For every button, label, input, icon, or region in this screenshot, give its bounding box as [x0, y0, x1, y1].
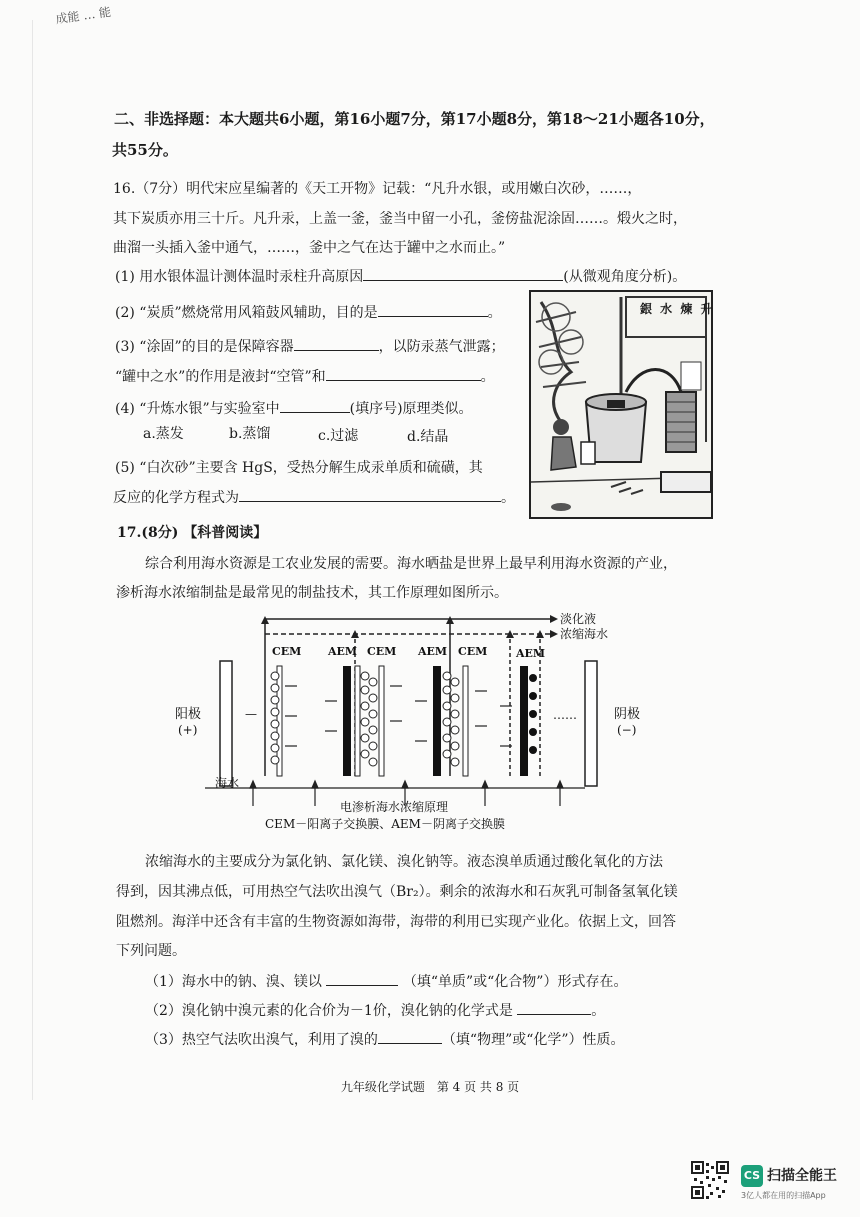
q16-part3-cont — [115, 366, 495, 386]
q17-sub1-text: （1）海水中的钠、溴、镁以 — [145, 974, 322, 990]
label-cathode-sign: (−) — [617, 723, 637, 737]
q17-sub3-tail: （填“物理”或“化学”）性质。 — [441, 1032, 625, 1048]
label-dots: …… — [553, 708, 577, 722]
illustration-title: 銀 水 煉 升 — [640, 302, 715, 316]
q16-part3 — [115, 336, 505, 356]
q16-part4 — [115, 398, 473, 418]
q17-para2: 渗析海水浓缩制盐是最常见的制盐技术，其工作原理如图所示。 — [116, 585, 508, 601]
q16-part3-text2: “罐中之水”的作用是液封“空管”和 — [115, 369, 326, 385]
cathode-plate — [585, 661, 597, 786]
q16-part2-text: (2) “炭质”燃烧常用风箱鼓风辅助，目的是 — [115, 305, 378, 321]
camscanner-name: 扫描全能王 — [767, 1168, 837, 1184]
page-footer: 九年级化学试题 第 4 页 共 8 页 — [340, 1080, 520, 1094]
q17-heading: 17.(8分) 【科普阅读】 — [117, 525, 268, 541]
q16-option-b: b.蒸馏 — [229, 426, 271, 442]
label-anode: 阳极 — [175, 707, 202, 722]
q16-part2-blank[interactable] — [378, 302, 488, 317]
q17-sub1 — [145, 971, 627, 991]
q16-intro-line1: 16.（7分）明代宋应星编著的《天工开物》记载：“凡升水银，或用嫩白次砂，……， — [113, 181, 642, 197]
label-cem-2: CEM — [367, 645, 397, 658]
q16-part4-text: (4) “升炼水银”与实验室中 — [115, 401, 280, 417]
q17-sub2-tail: 。 — [591, 1003, 606, 1019]
q16-part1-tail: (从微观角度分析)。 — [563, 269, 687, 285]
label-aem-2: AEM — [418, 645, 448, 658]
q16-option-a: a.蒸发 — [143, 426, 184, 442]
q17-sub2-text: （2）溴化钠中溴元素的化合价为－1价，溴化钠的化学式是 — [145, 1003, 513, 1019]
mercury-refining-drawing — [531, 292, 711, 517]
label-cathode: 阴极 — [614, 707, 641, 722]
q16-part1 — [115, 266, 686, 286]
q17-para3: 浓缩海水的主要成分为氯化钠、氯化镁、溴化钠等。液态溴单质通过酸化氧化的方法 — [145, 854, 663, 870]
q16-option-c: c.过滤 — [318, 428, 359, 444]
label-seawater: 海水 — [215, 776, 240, 790]
q16-part5-tail: 。 — [501, 490, 515, 506]
q16-part5-cont — [113, 487, 515, 507]
camscanner-tagline: 3亿人都在用的扫描App — [741, 1191, 826, 1200]
q16-part3-blank1[interactable] — [294, 336, 379, 351]
q17-sub3 — [145, 1029, 625, 1049]
label-cem-1: CEM — [272, 645, 302, 658]
q17-para5: 阻燃剂。海洋中还含有丰富的生物资源如海带，海带的利用已实现产业化。依据上文，回答 — [116, 914, 676, 930]
section2-heading: 二、非选择题：本大题共6小题，第16小题7分，第17小题8分，第18～21小题各10分， — [114, 110, 715, 128]
section2-heading-cont: 共55分。 — [112, 141, 178, 159]
scan-edge-line — [32, 20, 33, 1100]
q16-part4-blank[interactable] — [280, 398, 350, 413]
q17-sub1-tail: （填“单质”或“化合物”）形式存在。 — [402, 974, 628, 990]
q17-para6: 下列问题。 — [116, 943, 186, 959]
q17-sub3-text: （3）热空气法吹出溴气，利用了溴的 — [145, 1032, 378, 1048]
q17-para4: 得到，因其沸点低，可用热空气法吹出溴气（Br₂）。剩余的浓海水和石灰乳可制备氢氧化镁 — [116, 884, 678, 900]
label-fresh: 淡化液 — [560, 612, 597, 626]
q16-part5-text: 反应的化学方程式为 — [113, 490, 239, 506]
label-concentrated: 浓缩海水 — [560, 627, 609, 641]
q16-part5-blank[interactable] — [239, 487, 501, 502]
q17-sub2-blank[interactable] — [517, 1000, 591, 1015]
label-cem-3: CEM — [458, 645, 488, 658]
q17-sub3-blank[interactable] — [378, 1029, 442, 1044]
qr-code-icon — [690, 1160, 730, 1200]
electrodialysis-diagram — [165, 606, 641, 831]
diagram-caption: 电渗析海水浓缩原理 — [340, 800, 449, 814]
q16-intro-line2: 其下炭质亦用三十斤。凡升汞，上盖一釜，釜当中留一小孔，釜傍盐泥涂固……。煅火之时， — [113, 211, 687, 227]
q16-part3-mid: ，以防汞蒸气泄露； — [378, 339, 505, 355]
tiangong-kaiwu-illustration — [529, 290, 713, 519]
diagram-legend: CEM－阳离子交换膜、AEM－阴离子交换膜 — [265, 817, 505, 831]
anode-plate — [220, 661, 232, 786]
q16-part3-blank2[interactable] — [326, 366, 481, 381]
q16-option-d: d.结晶 — [407, 429, 449, 445]
q17-para1: 综合利用海水资源是工农业发展的需要。海水晒盐是世界上最早利用海水资源的产业， — [145, 556, 677, 572]
q17-sub1-blank[interactable] — [326, 971, 398, 986]
q16-part1-blank[interactable] — [363, 266, 563, 281]
label-aem-1: AEM — [328, 645, 358, 658]
q16-intro-line3: 曲溜一头插入釜中通气，……，釜中之气在达于罐中之水而止。” — [113, 240, 506, 256]
label-aem-3: AEM — [516, 647, 546, 660]
q17-sub2 — [145, 1000, 605, 1020]
q16-part3-tail: 。 — [480, 369, 495, 385]
q16-part3-text: (3) “涂固”的目的是保障容器 — [115, 339, 294, 355]
q16-part1-text: (1) 用水银体温计测体温时汞柱升高原因 — [115, 269, 364, 285]
handwritten-scribble: 成能 … 能 — [54, 4, 112, 27]
label-minus: — — [245, 707, 257, 721]
label-anode-sign: (+) — [178, 723, 198, 737]
q16-part2 — [115, 302, 502, 322]
q16-part2-tail: 。 — [487, 305, 502, 321]
camscanner-logo: CS — [741, 1165, 763, 1187]
q16-part5: (5) “白次砂”主要含 HgS，受热分解生成汞单质和硫磺，其 — [115, 460, 483, 476]
q16-part4-tail: (填序号)原理类似。 — [349, 401, 473, 417]
